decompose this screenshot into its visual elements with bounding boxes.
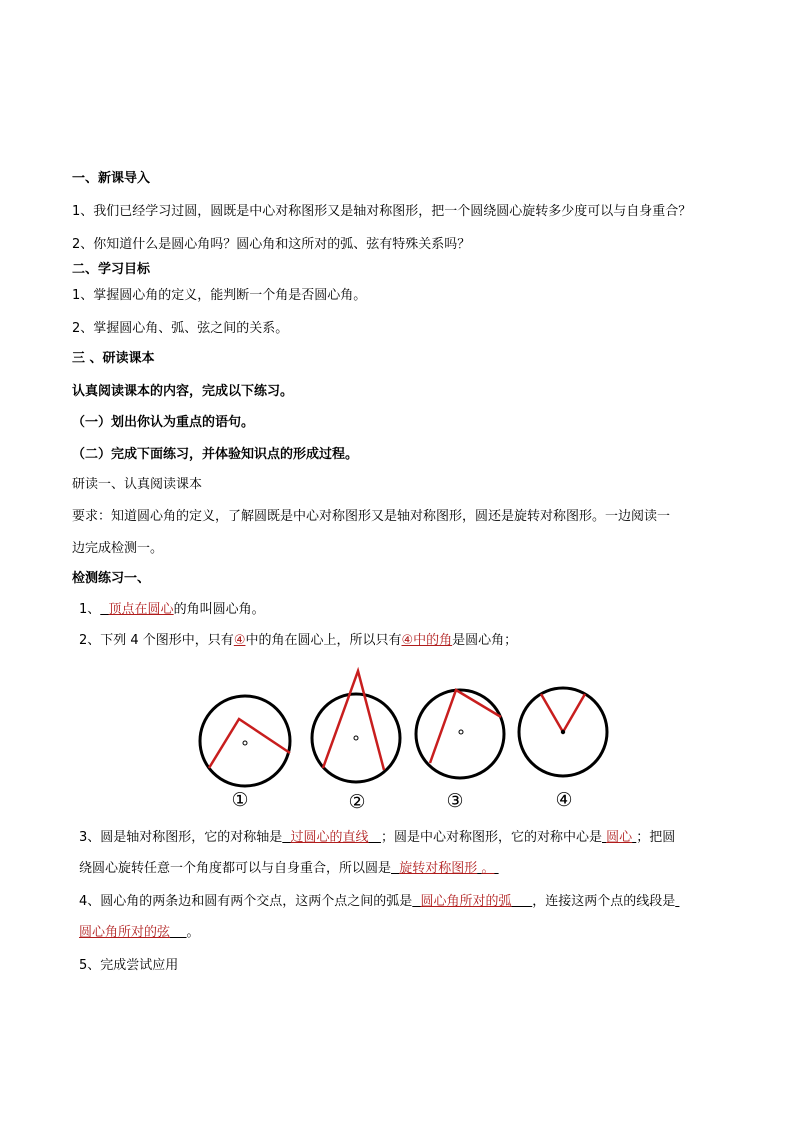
practice-item-4-line-2: [79, 924, 200, 942]
figure-2-label: ②: [348, 791, 366, 813]
figure-2-center: [354, 736, 358, 740]
practice-item-3-line-2: [79, 860, 499, 878]
item-4-text-c: 。: [186, 925, 200, 940]
item-4-blank-1: [412, 894, 532, 909]
item-3-text-a: 3、圆是轴对称图形，它的对称轴是: [79, 830, 283, 845]
figure-3: [416, 690, 504, 778]
figure-3-center: [459, 730, 463, 734]
item-3-text-d: 绕圆心旋转任意一个角度都可以与自身重合，所以圆是: [79, 861, 392, 876]
figure-4-label: ④: [555, 789, 573, 811]
step-2: （二）完成下面练习，并体验知识点的形成过程。: [72, 447, 359, 462]
requirement-line-1: 要求：知道圆心角的定义，了解圆既是中心对称图形又是轴对称图形，圆还是旋转对称图形。一边阅读一: [72, 509, 671, 524]
item-2-text-a: 2、下列 4 个图形中，只有: [79, 633, 234, 648]
item-3-text-b: ；圆是中心对称图形，它的对称中心是: [380, 830, 602, 845]
figure-1-angle: [209, 719, 290, 768]
figure-1-center: [243, 741, 247, 745]
goal-1: 1、掌握圆心角的定义，能判断一个角是否圆心角。: [72, 288, 367, 303]
section-1-title: 一、新课导入: [72, 171, 151, 186]
item-2-answer-1: ④: [233, 633, 246, 648]
item-4-blank-2: [79, 925, 187, 940]
question-1: 1、我们已经学习过圆，圆既是中心对称图形又是轴对称图形，把一个圆绕圆心旋转多少度可以与自身重合？: [72, 204, 692, 219]
question-2: 2、你知道什么是圆心角吗？圆心角和这所对的弧、弦有特殊关系吗？: [72, 237, 471, 252]
item-3-blank-1: [282, 830, 381, 845]
figure-1-label: ①: [231, 789, 249, 811]
figure-4-angle: [541, 694, 585, 732]
practice-item-5: 5、完成尝试应用: [79, 958, 179, 973]
item-3-blank-3: [391, 861, 499, 876]
item-1-prefix: 1、: [79, 602, 101, 617]
item-3-answer-1: 过圆心的直线: [290, 830, 369, 845]
item-4-text-b: ，连接这两个点的线段是: [532, 894, 676, 909]
item-2-answer-2: ④中的角: [401, 633, 453, 648]
figure-2: [312, 671, 400, 782]
practice-item-2: [79, 632, 517, 650]
practice-title: 检测练习一、: [72, 571, 151, 586]
item-2-text-c: 是圆心角；: [452, 633, 518, 648]
item-4-answer-2: 圆心角所对的弦: [79, 925, 171, 940]
section-3-title: 三 、研读课本: [72, 351, 155, 366]
goal-2: 2、掌握圆心角、弧、弦之间的关系。: [72, 321, 289, 336]
read-1-title: 研读一、认真阅读课本: [72, 477, 203, 492]
item-1-suffix: 的角叫圆心角。: [173, 602, 265, 617]
circle-figures: [190, 666, 610, 818]
reading-intro: 认真阅读课本的内容，完成以下练习。: [72, 384, 294, 399]
item-3-text-c: ；把圆: [636, 830, 676, 845]
step-1: （一）划出你认为重点的语句。: [72, 415, 255, 430]
figure-2-angle: [323, 671, 384, 770]
figure-1: [200, 696, 290, 786]
item-3-blank-2: [602, 830, 636, 845]
figure-4: [519, 688, 607, 776]
practice-item-3-line-1: [79, 829, 675, 847]
item-3-answer-2: 圆心: [606, 830, 633, 845]
item-2-text-b: 中的角在圆心上，所以只有: [245, 633, 402, 648]
item-1-answer: 顶点在圆心: [108, 602, 174, 617]
figure-4-center: [561, 730, 565, 734]
figure-3-label: ③: [446, 790, 464, 812]
item-3-answer-3: 旋转对称图形: [399, 861, 478, 876]
item-4-blank-2-start: [675, 894, 679, 909]
item-4-text-a: 4、圆心角的两条边和圆有两个交点，这两个点之间的弧是: [79, 894, 413, 909]
section-2-title: 二、学习目标: [72, 262, 151, 277]
practice-item-4-line-1: [79, 893, 679, 911]
requirement-line-2: 边完成检测一。: [72, 541, 164, 556]
practice-item-1: [79, 601, 265, 619]
figure-2-circle: [312, 694, 400, 782]
item-4-answer-1: 圆心角所对的弧: [420, 894, 512, 909]
item-3-period: 。: [481, 861, 495, 876]
item-1-blank: [100, 602, 173, 617]
